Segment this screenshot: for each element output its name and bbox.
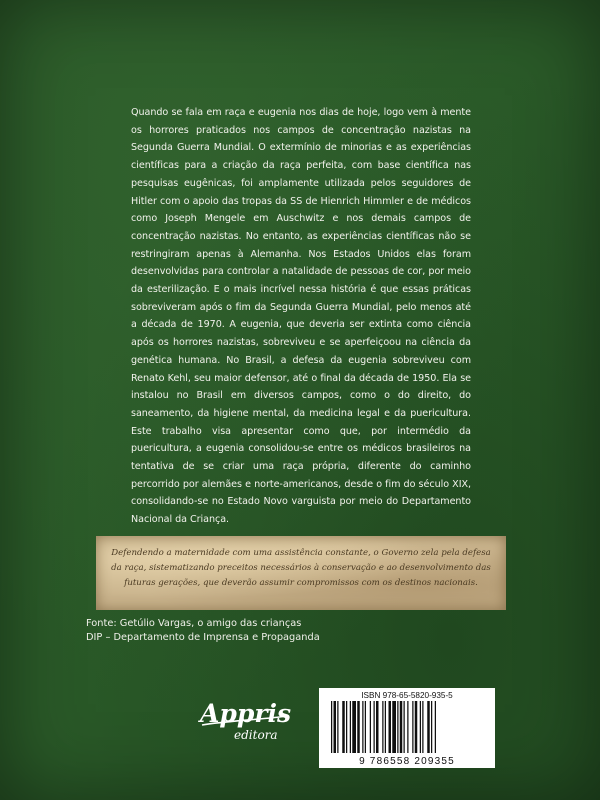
barcode-bar xyxy=(389,701,392,753)
source-line-1: Fonte: Getúlio Vargas, o amigo das crianças xyxy=(86,618,302,629)
publisher-name: Appris xyxy=(200,699,292,728)
barcode-bar xyxy=(385,701,386,753)
barcode-bar xyxy=(365,701,366,753)
barcode-bar xyxy=(374,701,375,753)
barcode-bar xyxy=(382,701,383,753)
barcode-bar xyxy=(350,701,351,753)
barcode-bar xyxy=(331,701,332,753)
barcode-number: 9 786558 209355 xyxy=(359,756,455,767)
source-line-2: DIP – Departamento de Imprensa e Propaganda xyxy=(86,631,320,643)
barcode-bar xyxy=(404,701,405,753)
barcode-bar xyxy=(362,701,363,753)
barcode-bar xyxy=(346,701,347,753)
barcode-bar xyxy=(352,701,356,753)
barcode-bar xyxy=(370,701,371,753)
barcode-bar xyxy=(431,701,432,753)
barcode-bar xyxy=(427,701,430,753)
barcode-box xyxy=(319,688,495,768)
barcode-icon xyxy=(327,701,487,757)
quote-source xyxy=(86,617,406,644)
barcode-bar xyxy=(415,701,418,753)
barcode-bar xyxy=(412,701,413,753)
barcode-bar xyxy=(337,701,338,753)
barcode-bar xyxy=(392,701,396,753)
quote-parchment xyxy=(96,536,506,610)
barcode-bar xyxy=(420,701,421,753)
barcode-bar xyxy=(357,701,360,753)
barcode-bar xyxy=(397,701,398,753)
publisher-sub: editora xyxy=(234,728,278,742)
barcode-bar xyxy=(342,701,345,753)
publisher-logo xyxy=(196,692,296,752)
barcode-bar xyxy=(435,701,436,753)
barcode-bar xyxy=(376,701,379,753)
quote-text: Defendendo a maternidade com uma assistência constante, o Governo zela pela defesa da raça, sistematizando preceitos necessários à conservação e ao desenvolvimento das futuras gerações, que deverão assumir compromissos com os destinos nacionais. xyxy=(111,548,491,588)
isbn-label: ISBN 978-65-5820-935-5 xyxy=(361,691,453,700)
barcode-bar xyxy=(334,701,337,753)
synopsis-text: Quando se fala em raça e eugenia nos dias de hoje, logo vem à mente os horrores praticados nos campos de concentração nazistas na Segunda Guerra Mundial. O extermínio de minorias e as experiências científicas para a criação da raça perfeita, com base científica nas pesquisas eugênicas, foi amplamente utilizada pelos seguidores de Hitler com o apoio das tropas da SS de Hienrich Himmler e de médicos como Joseph Mengele em Auschwitz e nos demais campos de concentração nazistas. No entanto, as experiências científicas não se restringiram apenas à Alemanha. Nos Estados Unidos elas foram desenvolvidas para controlar a natalidade de pessoas de cor, por meio da esterilização. E o mais incrível nessa história é que essas práticas sobreviveram após o fim da Segunda Guerra Mundial, pelo menos até a década de 1970. A eugenia, que deveria ser extinta como ciência após os horrores nazistas, sobreviveu e se aperfeiçoou na ciência da genética humana. No Brasil, a defesa da eugenia sobreviveu com Renato Kehl, seu maior defensor, até o final da década de 1950. Ela se instalou no Brasil em diversos campos, como o do direito, do saneamento, da higiene mental, da medicina legal e da puericultura. Este trabalho visa apresentar como que, por intermédio da puericultura, a eugenia consolidou-se entre os médicos brasileiros na tentativa de se criar uma raça própria, diferente do caminho percorrido por alemães e norte-americanos, desde o fim do século XIX, consolidando-se no Estado Novo varguista por meio do Departamento Nacional da Criança. xyxy=(131,107,471,526)
barcode-bar xyxy=(422,701,423,753)
barcode-bar xyxy=(407,701,408,753)
barcode-bar xyxy=(400,701,403,753)
